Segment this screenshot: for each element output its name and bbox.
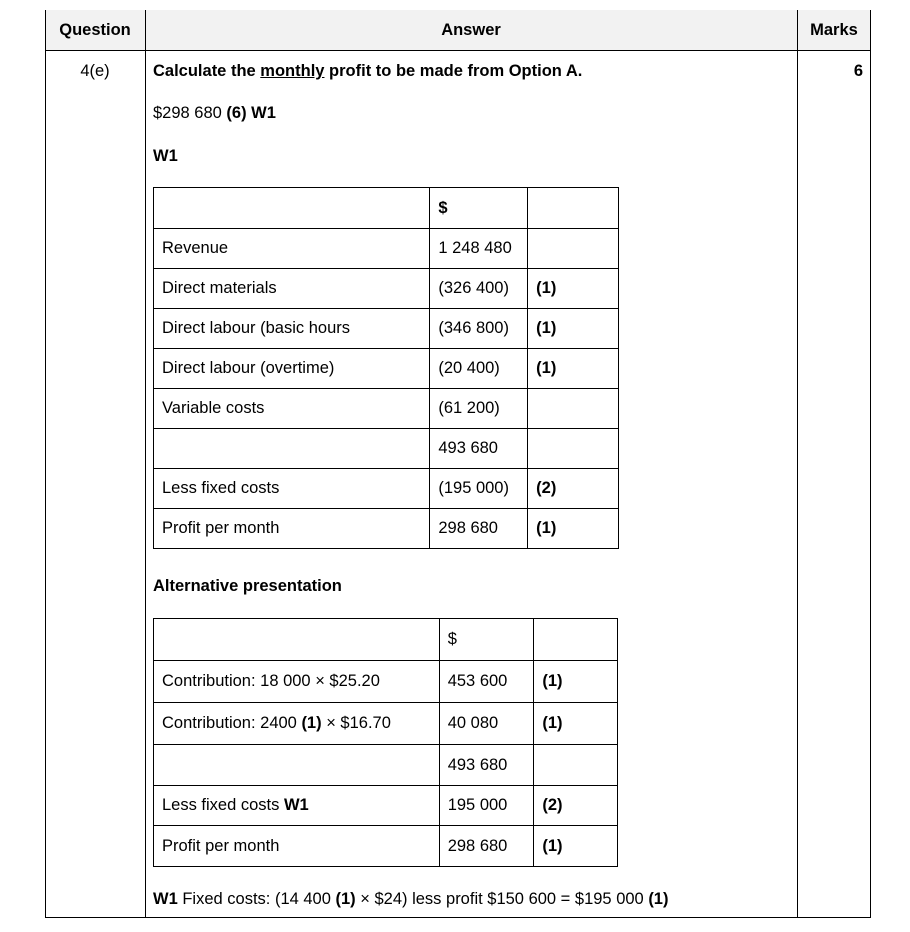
footnote [153,890,668,909]
row-mark: (1) [534,703,618,745]
column-divider [797,10,798,918]
alternative-heading: Alternative presentation [153,577,342,595]
row-label [154,429,430,469]
row-label: Direct labour (basic hours [154,309,430,349]
row-label: Contribution: 18 000 × $25.20 [154,661,440,703]
header-marks: Marks [810,21,858,39]
table-cell [154,188,430,229]
label-text: Less fixed costs [162,796,284,814]
label-text: × $16.70 [321,714,391,732]
row-amount: (346 800) [430,309,528,349]
table-row [154,229,619,269]
row-label [154,745,440,786]
row-mark: (1) [528,509,619,549]
row-amount: (61 200) [430,389,528,429]
row-amount: 453 600 [439,661,534,703]
row-label: Direct materials [154,269,430,309]
alternative-table [153,618,618,867]
table-row [154,703,618,745]
row-amount: 40 080 [439,703,534,745]
row-mark: (1) [528,269,619,309]
table-cell [534,619,618,661]
answer-marks: (6) W1 [226,104,276,122]
table-row [154,429,619,469]
label-text: Contribution: 2400 [162,714,302,732]
footnote-mark: (1) [335,890,356,908]
row-mark [528,429,619,469]
row-amount: (20 400) [430,349,528,389]
row-label: Profit per month [154,509,430,549]
table-cell [154,619,440,661]
row-amount: 298 680 [430,509,528,549]
table-row [154,661,618,703]
row-amount: (195 000) [430,469,528,509]
answer-value: $298 680 [153,104,227,122]
row-mark: (2) [528,469,619,509]
label-mark: (1) [301,714,322,732]
row-amount: 493 680 [430,429,528,469]
row-label: Profit per month [154,826,440,867]
row-label: Revenue [154,229,430,269]
question-marks: 6 [853,62,863,80]
row-label: Direct labour (overtime) [154,349,430,389]
table-row [154,389,619,429]
row-mark: (2) [534,786,618,826]
footnote-text: × $24) less profit $150 600 = $195 000 [355,890,649,908]
row-mark [528,229,619,269]
row-mark: (1) [534,826,618,867]
row-label [154,703,440,745]
row-amount: (326 400) [430,269,528,309]
row-amount: 195 000 [439,786,534,826]
row-mark [534,745,618,786]
row-label: Less fixed costs [154,469,430,509]
row-amount: 1 248 480 [430,229,528,269]
row-mark [528,389,619,429]
table-row [154,786,618,826]
answer-line [153,104,276,123]
row-mark: (1) [534,661,618,703]
table-row [154,349,619,389]
table-row [154,188,619,229]
table-row [154,826,618,867]
table-row [154,269,619,309]
row-label: Variable costs [154,389,430,429]
footnote-text: Fixed costs: (14 400 [177,890,336,908]
w1-table [153,187,619,549]
footnote-mark: (1) [648,890,669,908]
prompt-emphasis: monthly [260,62,325,80]
prompt-text: Calculate the [153,62,261,80]
row-mark: (1) [528,309,619,349]
header-answer: Answer [441,21,501,39]
row-mark: (1) [528,349,619,389]
footnote-ref: W1 [153,890,178,908]
question-number: 4(e) [80,62,110,80]
row-label [154,786,440,826]
column-divider [145,10,146,918]
row-amount: 493 680 [439,745,534,786]
table-row [154,619,618,661]
table-row [154,509,619,549]
table-row [154,309,619,349]
currency-header: $ [430,188,528,229]
w1-heading: W1 [153,147,178,165]
prompt-text: profit to be made from Option A. [324,62,583,80]
currency-header: $ [439,619,534,661]
table-row [154,469,619,509]
table-row [154,745,618,786]
row-amount: 298 680 [439,826,534,867]
header-question: Question [59,21,131,39]
label-ref: W1 [283,796,309,814]
table-cell [528,188,619,229]
question-prompt [153,62,582,81]
